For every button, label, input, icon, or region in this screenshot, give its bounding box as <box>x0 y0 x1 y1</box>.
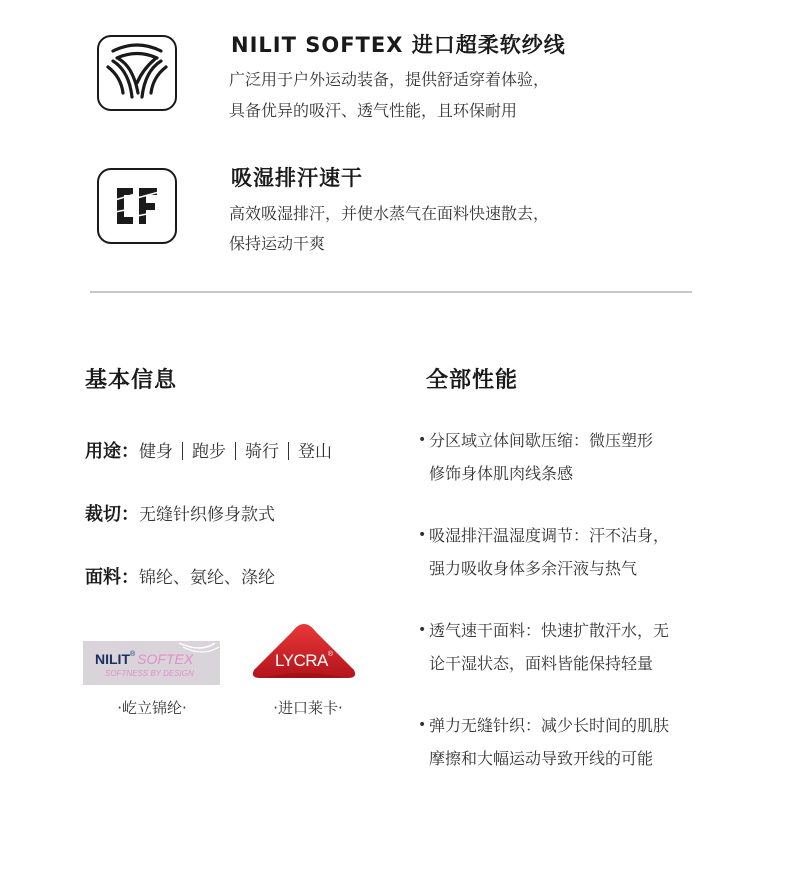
separator <box>182 442 183 460</box>
separator <box>235 442 236 460</box>
lycra-brand: LYCRA <box>274 651 328 670</box>
performance-item <box>418 519 669 585</box>
usage-value: 登山 <box>298 442 332 462</box>
lycra-logo <box>250 622 358 684</box>
basic-info-title: 基本信息 <box>85 368 178 393</box>
feature-title: NILIT SOFTEX 进口超柔软纱线 <box>231 33 566 57</box>
bullet: • <box>418 622 427 638</box>
performance-line: 修饰身体肌肉线条感 <box>429 464 574 483</box>
usage-value: 健身 <box>139 442 173 462</box>
performance-item <box>418 614 669 680</box>
bullet: • <box>418 527 427 543</box>
fabric-row <box>85 563 275 589</box>
feature-desc-line: 高效吸湿排汗，并使水蒸气在面料快速散去， <box>229 204 550 223</box>
performance-line: 透气速干面料：快速扩散汗水，无 <box>429 621 670 640</box>
section-divider <box>90 291 692 293</box>
cut-label: 裁切： <box>85 504 139 525</box>
cut-value: 无缝针织修身款式 <box>139 505 275 525</box>
nilit-caption: ·屹立锦纶· <box>117 699 187 717</box>
cf-icon <box>99 170 175 242</box>
usage-value: 骑行 <box>245 442 279 462</box>
performance-item <box>418 709 669 775</box>
performance-line: 弹力无缝针织：减少长时间的肌肤 <box>429 716 670 735</box>
usage-value: 跑步 <box>192 442 226 462</box>
performance-line: 吸湿排汗温湿度调节：汗不沾身， <box>429 526 670 545</box>
performance-line: 分区域立体间歇压缩：微压塑形 <box>429 431 654 450</box>
usage-label: 用途： <box>85 441 139 462</box>
fabric-value: 锦纶、氨纶、涤纶 <box>139 568 275 588</box>
performance-line: 摩擦和大幅运动导致开线的可能 <box>429 749 654 768</box>
separator <box>288 442 289 460</box>
cf-icon-box <box>97 168 177 244</box>
nilit-tagline: SOFTNESS BY DESIGN <box>105 669 194 678</box>
performance-item <box>418 424 653 490</box>
feature-desc-line: 具备优异的吸汗、透气性能，且环保耐用 <box>229 101 518 120</box>
nilit-reg: ® <box>130 651 136 658</box>
performance-line: 论干湿状态，面料皆能保持轻量 <box>429 654 654 673</box>
feature-title: 吸湿排汗速干 <box>231 166 363 190</box>
fiber-icon-box <box>97 35 177 111</box>
lycra-reg: ® <box>327 651 334 658</box>
lycra-caption: ·进口莱卡· <box>273 699 343 717</box>
softex-text: SOFTEX <box>137 651 194 667</box>
feature-desc-line: 广泛用于户外运动装备，提供舒适穿着体验， <box>229 70 550 89</box>
nilit-brand: NILIT <box>95 651 130 667</box>
performance-line: 强力吸收身体多余汗液与热气 <box>429 559 638 578</box>
cut-row <box>85 500 275 526</box>
performance-title: 全部性能 <box>426 368 519 393</box>
bullet: • <box>418 717 427 733</box>
usage-row <box>85 437 332 463</box>
bullet: • <box>418 432 427 448</box>
fiber-weave-icon <box>99 37 175 109</box>
fabric-label: 面料： <box>85 567 139 588</box>
nilit-softex-logo <box>83 641 220 685</box>
feature-desc-line: 保持运动干爽 <box>229 234 326 253</box>
